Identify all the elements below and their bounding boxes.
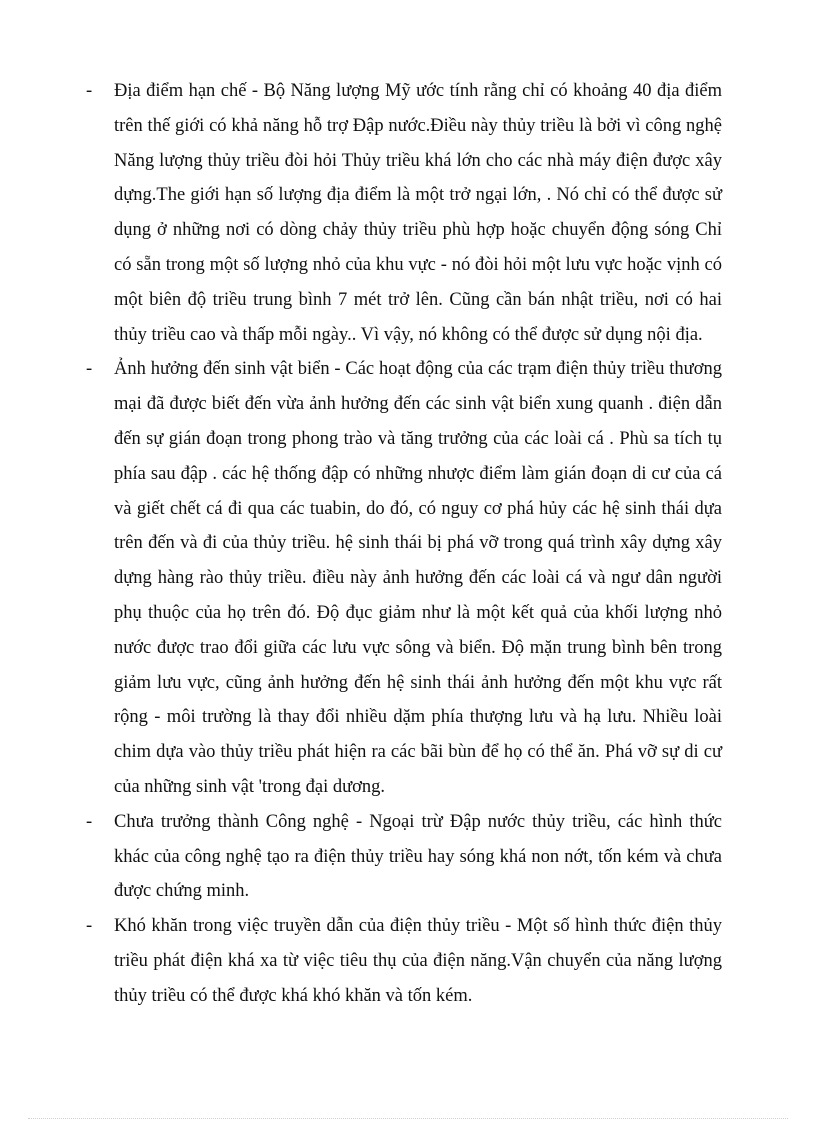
bullet-text: Địa điểm hạn chế - Bộ Năng lượng Mỹ ước tính rằng chỉ có khoảng 40 địa điểm trên thế giới có khả năng hỗ trợ Đập nước.Điều này thủy triều là bởi vì công nghệ Năng lượng thủy triều đòi hỏi Thủy triều khá lớn cho các nhà máy điện được xây dựng.The giới hạn số lượng địa điểm là một trở ngại lớn, . Nó chỉ có thể được sử dụng ở những nơi có dòng chảy thủy triều phù hợp hoặc chuyển động sóng Chỉ có sẵn trong một số lượng nhỏ của khu vực - nó đòi hỏi một lưu vực hoặc vịnh có một biên độ triều trung bình 7 mét trở lên. Cũng cần bán nhật triều, nơi có hai thủy triều cao và thấp mỗi ngày.. Vì vậy, nó không có thể được sử dụng nội địa. xyxy=(114,81,722,345)
page-bottom-divider xyxy=(28,1118,788,1119)
bullet-item-transmission-difficulty xyxy=(86,909,722,1013)
document-body xyxy=(86,74,722,1014)
bullet-dash: - xyxy=(86,811,93,832)
bullet-dash: - xyxy=(86,81,93,101)
bullet-item-marine-impact xyxy=(86,352,722,804)
bullet-dash: - xyxy=(86,916,93,937)
bullet-item-immature-technology xyxy=(86,805,722,909)
bullet-text: Chưa trưởng thành Công nghệ - Ngoại trừ Đập nước thủy triều, các hình thức khác của công nghệ tạo ra điện thủy triều hay sóng khá non nớt, tốn kém và chưa được chứng minh. xyxy=(114,811,722,902)
bullet-text: Khó khăn trong việc truyền dẫn của điện thủy triều - Một số hình thức điện thủy triều phát điện khá xa từ việc tiêu thụ của điện năng.Vận chuyển của năng lượng thủy triều có thể được khá khó khăn và tốn kém. xyxy=(114,916,722,1006)
bullet-text: Ảnh hưởng đến sinh vật biển - Các hoạt động của các trạm điện thủy triều thương mại đã được biết đến vừa ảnh hưởng đến các sinh vật biển xung quanh . điện dẫn đến sự gián đoạn trong phong trào và tăng trưởng của các loài cá . Phù sa tích tụ phía sau đập . các hệ thống đập có những nhược điểm làm gián đoạn di cư của cá và giết chết cá đi qua các tuabin, do đó, có nguy cơ phá hủy các hệ sinh thái dựa trên đến và đi của thủy triều. hệ sinh thái bị phá vỡ trong quá trình xây dựng xây dựng hàng rào thủy triều. điều này ảnh hưởng đến các loài cá và ngư dân người phụ thuộc của họ trên đó. Độ đục giảm như là một kết quả của khối lượng nhỏ nước được trao đổi giữa các lưu vực sông và biển. Độ mặn trung bình bên trong giảm lưu vực, cũng ảnh hưởng đến hệ sinh thái ảnh hưởng đến một khu vực rất rộng - môi trường là thay đổi nhiều dặm phía thượng lưu và hạ lưu. Nhiều loài chim dựa vào thủy triều phát hiện ra các bãi bùn để họ có thể ăn. Phá vỡ sự di cư của những sinh vật 'trong đại dương. xyxy=(114,359,722,797)
bullet-dash: - xyxy=(86,359,93,380)
bullet-item-limited-locations xyxy=(86,74,722,352)
